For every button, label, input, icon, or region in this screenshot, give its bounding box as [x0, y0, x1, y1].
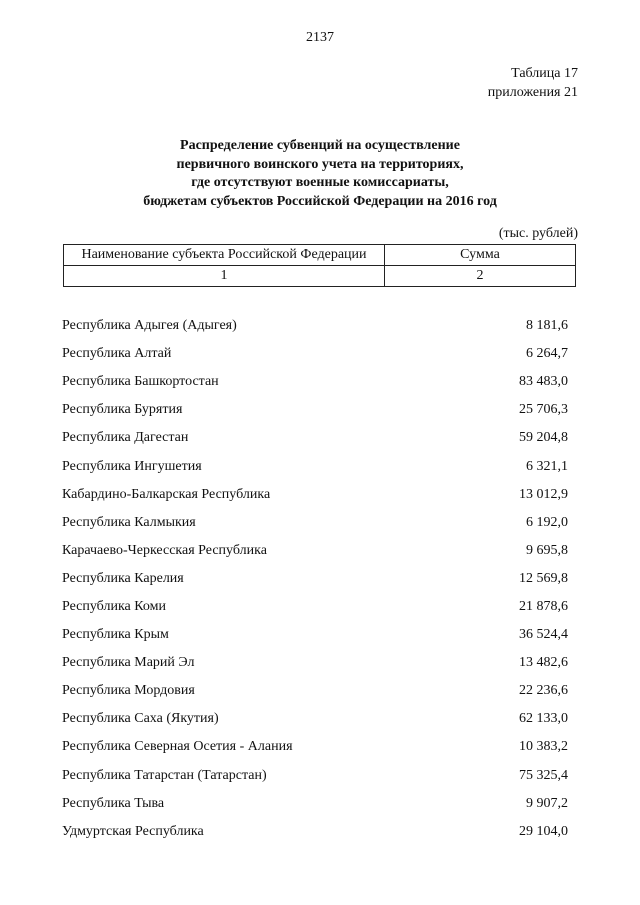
amount-value: 10 383,2	[519, 739, 568, 755]
table-header	[63, 244, 576, 287]
region-name: Республика Башкортостан	[62, 374, 219, 390]
table-row	[62, 452, 568, 480]
title-line: первичного воинского учета на территориях,	[176, 156, 464, 172]
region-name: Республика Ингушетия	[62, 458, 202, 474]
table-row	[62, 312, 568, 340]
region-name: Республика Мордовия	[62, 683, 195, 699]
column-number-2: 2	[385, 266, 576, 287]
unit-label: (тыс. рублей)	[498, 226, 578, 241]
column-header-sum: Сумма	[385, 245, 576, 266]
header-number-row	[64, 266, 576, 287]
amount-value: 9 695,8	[526, 542, 568, 558]
region-name: Республика Калмыкия	[62, 514, 196, 530]
amount-value: 6 321,1	[526, 458, 568, 474]
table-reference	[488, 64, 578, 102]
region-name: Республика Адыгея (Адыгея)	[62, 318, 237, 334]
amount-value: 12 569,8	[519, 570, 568, 586]
table-row	[62, 621, 568, 649]
amount-value: 59 204,8	[519, 430, 568, 446]
table-reference-line: приложения 21	[487, 85, 578, 100]
table-row	[62, 818, 568, 846]
table-row	[62, 368, 568, 396]
amount-value: 75 325,4	[519, 767, 568, 783]
region-name: Республика Северная Осетия - Алания	[62, 739, 293, 755]
amount-value: 9 907,2	[526, 795, 568, 811]
document-title	[0, 137, 640, 211]
amount-value: 21 878,6	[519, 598, 568, 614]
table-row	[62, 649, 568, 677]
table-row	[62, 537, 568, 565]
table-reference-line: Таблица 17	[511, 66, 578, 81]
amount-value: 8 181,6	[526, 318, 568, 334]
amount-value: 6 264,7	[526, 346, 568, 362]
header-row	[64, 245, 576, 266]
title-line: бюджетам субъектов Российской Федерации на 2016 год	[143, 193, 497, 209]
amount-value: 22 236,6	[519, 683, 568, 699]
region-name: Республика Саха (Якутия)	[62, 711, 219, 727]
column-header-name: Наименование субъекта Российской Федерации	[64, 245, 385, 266]
amount-value: 29 104,0	[519, 823, 568, 839]
amount-value: 25 706,3	[519, 402, 568, 418]
table-row	[62, 509, 568, 537]
column-number-1: 1	[64, 266, 385, 287]
amount-value: 36 524,4	[519, 627, 568, 643]
title-line: Распределение субвенций на осуществление	[180, 138, 460, 153]
region-name: Кабардино-Балкарская Республика	[62, 486, 271, 502]
amount-value: 83 483,0	[519, 374, 568, 390]
region-name: Удмуртская Республика	[62, 823, 204, 839]
amount-value: 62 133,0	[519, 711, 568, 727]
table-row	[62, 396, 568, 424]
title-line: где отсутствуют военные комиссариаты,	[191, 175, 449, 190]
amount-value: 13 012,9	[519, 486, 568, 502]
region-name: Республика Коми	[62, 598, 166, 614]
table-row	[62, 593, 568, 621]
table-row	[62, 481, 568, 509]
table-row	[62, 424, 568, 452]
region-name: Республика Крым	[62, 627, 169, 643]
amount-value: 6 192,0	[526, 514, 568, 530]
table-row	[62, 705, 568, 733]
region-name: Карачаево-Черкесская Республика	[62, 542, 267, 558]
region-name: Республика Карелия	[62, 570, 184, 586]
amount-value: 13 482,6	[519, 655, 568, 671]
table-row	[62, 565, 568, 593]
region-name: Республика Дагестан	[62, 430, 189, 446]
table-body	[62, 312, 568, 846]
page-number: 2137	[306, 30, 334, 45]
region-name: Республика Татарстан (Татарстан)	[62, 767, 267, 783]
table-row	[62, 733, 568, 761]
table-row	[62, 762, 568, 790]
table-row	[62, 340, 568, 368]
table-row	[62, 790, 568, 818]
region-name: Республика Алтай	[62, 346, 172, 362]
region-name: Республика Марий Эл	[62, 655, 195, 671]
table-row	[62, 677, 568, 705]
region-name: Республика Тыва	[62, 795, 165, 811]
region-name: Республика Бурятия	[62, 402, 183, 418]
